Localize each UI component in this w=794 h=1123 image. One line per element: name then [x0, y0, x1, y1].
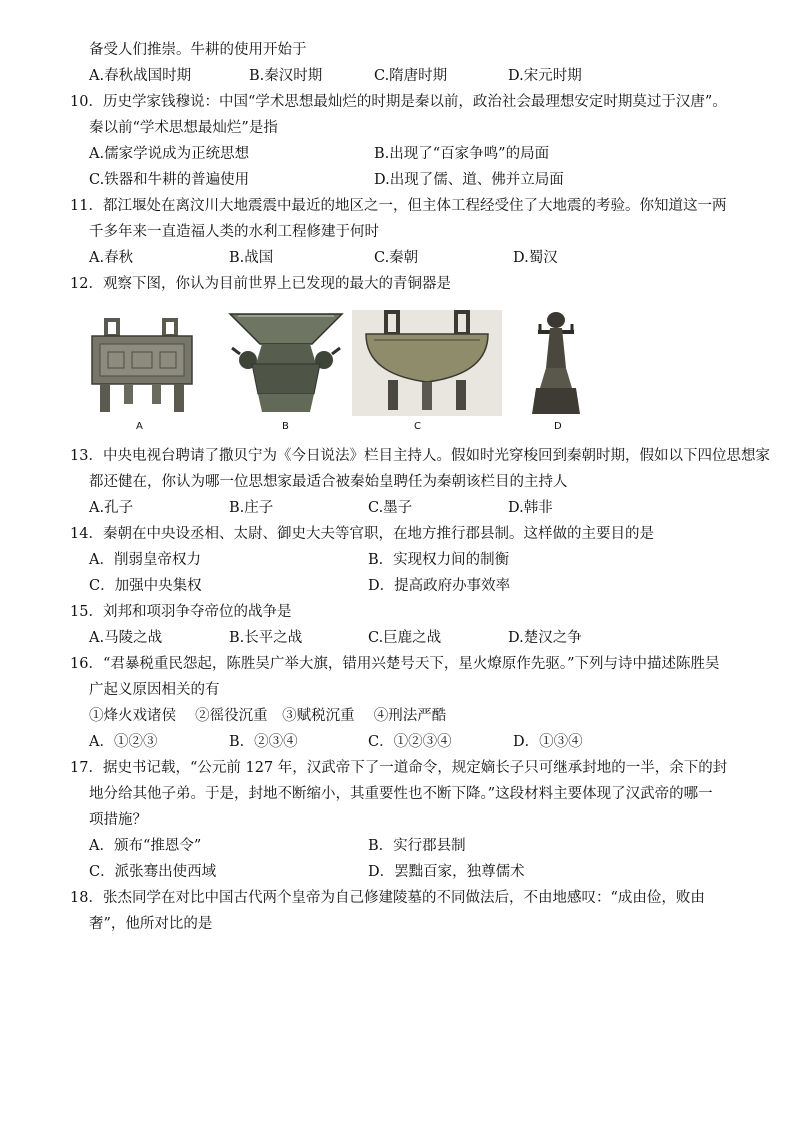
q17-stem-line2: 地分给其他子弟。于是，封地不断缩小，其重要性也不断下降。”这段材料主要体现了汉武帝的哪一: [89, 786, 713, 802]
q17-option-d: D．罢黜百家，独尊儒术: [368, 864, 525, 880]
q13-option-c: C.墨子: [368, 500, 413, 516]
q18-stem-line1: 18．张杰同学在对比中国古代两个皇帝为自己修建陵墓的不同做法后，不由地感叹：“成由俭，败由: [70, 890, 705, 906]
q16-stem-line2: 广起义原因相关的有: [89, 682, 220, 698]
q9-option-a: A.春秋战国时期: [89, 68, 192, 84]
q15-option-d: D.楚汉之争: [508, 630, 582, 646]
q9-option-c: C.隋唐时期: [374, 68, 448, 84]
q11-option-c: C.秦朝: [374, 250, 419, 266]
q11-stem-line1: 11．都江堰处在离汶川大地震震中最近的地区之一，但主体工程经受住了大地震的考验。你知道这一两: [70, 198, 727, 214]
q14-stem-line1: 14．秦朝在中央设丞相、太尉、御史大夫等官职，在地方推行郡县制。这样做的主要目的是: [70, 526, 654, 542]
bronze-ding-square-image: [88, 318, 196, 418]
q18-stem-line2: 奢”，他所对比的是: [89, 916, 213, 932]
q16-option-b: B．②③④: [229, 734, 298, 750]
q17-option-a: A．颁布“推恩令”: [89, 838, 202, 854]
q16-option-a: A．①②③: [89, 734, 158, 750]
q9-text-tail: 备受人们推崇。牛耕的使用开始于: [89, 42, 307, 58]
q12-stem-line1: 12．观察下图，你认为目前世界上已发现的最大的青铜器是: [70, 276, 451, 292]
q10-stem-line2: 秦以前“学术思想最灿烂”是指: [89, 120, 278, 136]
q17-option-c: C．派张骞出使西域: [89, 864, 217, 880]
q15-option-a: A.马陵之战: [89, 630, 163, 646]
q13-option-b: B.庄子: [229, 500, 274, 516]
q15-option-b: B.长平之战: [229, 630, 303, 646]
figure-label-b: B: [282, 421, 289, 432]
q10-option-a: A.儒家学说成为正统思想: [89, 146, 250, 162]
q9-option-d: D.宋元时期: [508, 68, 582, 84]
q13-option-d: D.韩非: [508, 500, 553, 516]
q9-option-b: B.秦汉时期: [249, 68, 323, 84]
bronze-zun-image: [228, 310, 344, 414]
q10-option-b: B.出现了“百家争鸣”的局面: [374, 146, 550, 162]
q14-option-d: D．提高政府办事效率: [368, 578, 511, 594]
q16-stem-line1: 16．“君暴税重民怨起，陈胜吴广举大旗，错用兴楚号天下，星火燎原作先驱。”下列与诗中描述陈胜吴: [70, 656, 720, 672]
q14-option-c: C．加强中央集权: [89, 578, 202, 594]
q11-option-b: B.战国: [229, 250, 274, 266]
q11-stem-line2: 千多年来一直造福人类的水利工程修建于何时: [89, 224, 379, 240]
q10-option-c: C.铁器和牛耕的普遍使用: [89, 172, 250, 188]
q17-stem-line1: 17．据史书记载，“公元前 127 年，汉武帝下了一道命令，规定嫡长子只可继承封地的一半，余下的封: [70, 760, 728, 776]
figure-label-a: A: [136, 421, 143, 432]
q17-stem-line3: 项措施？: [89, 812, 147, 828]
q13-stem-line2: 都还健在，你认为哪一位思想家最适合被秦始皇聘任为秦朝该栏目的主持人: [89, 474, 568, 490]
q11-option-d: D.蜀汉: [513, 250, 558, 266]
q15-stem-line1: 15．刘邦和项羽争夺帝位的战争是: [70, 604, 292, 620]
q15-option-c: C.巨鹿之战: [368, 630, 442, 646]
q16-option-d: D．①③④: [513, 734, 583, 750]
q14-option-a: A．削弱皇帝权力: [89, 552, 201, 568]
q14-option-b: B．实现权力间的制衡: [368, 552, 510, 568]
bronze-figure-statue-image: [526, 310, 586, 420]
figure-label-c: C: [414, 421, 421, 432]
q16-items: ①烽火戏诸侯 ②徭役沉重 ③赋税沉重 ④刑法严酷: [89, 708, 447, 724]
q17-option-b: B．实行郡县制: [368, 838, 466, 854]
q16-option-c: C．①②③④: [368, 734, 452, 750]
q11-option-a: A.春秋: [89, 250, 134, 266]
q10-stem-line1: 10．历史学家钱穆说：中国“学术思想最灿烂的时期是秦以前，政治社会最理想安定时期莫过于汉唐”。: [70, 94, 727, 110]
q13-option-a: A.孔子: [89, 500, 134, 516]
q13-stem-line1: 13．中央电视台聘请了撒贝宁为《今日说法》栏目主持人。假如时光穿梭回到秦朝时期，假如以下四位思想家: [70, 448, 770, 464]
bronze-ding-round-image: [352, 310, 502, 416]
figure-label-d: D: [554, 421, 562, 432]
q10-option-d: D.出现了儒、道、佛并立局面: [374, 172, 564, 188]
